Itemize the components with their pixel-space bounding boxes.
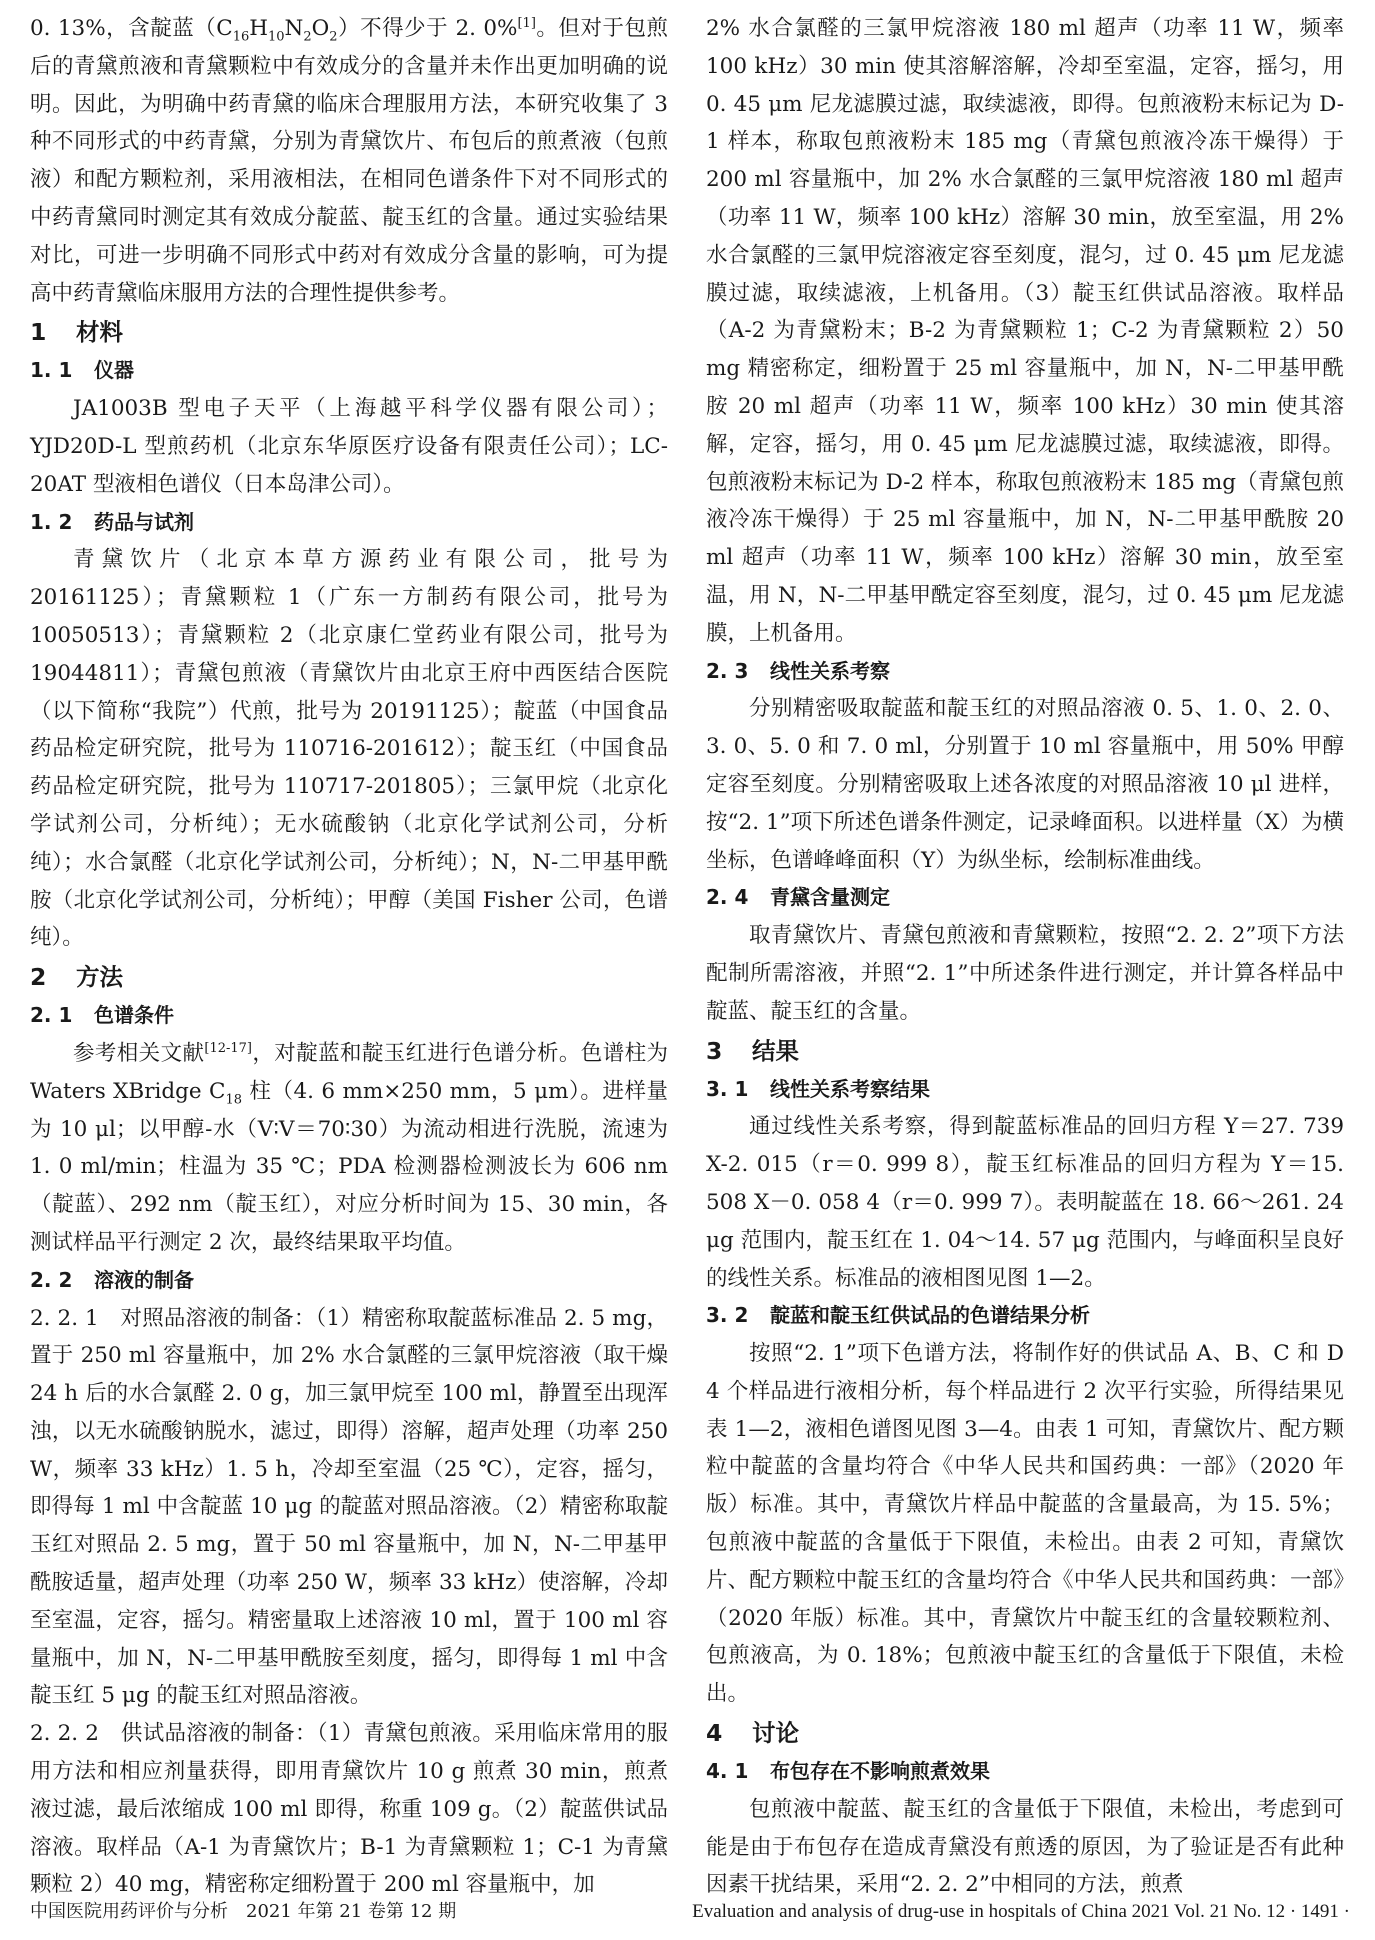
citation: [12-17] bbox=[204, 1040, 252, 1056]
subsection-heading-4-1: 4. 1 布包存在不影响煎煮效果 bbox=[706, 1759, 990, 1784]
section-heading-3: 3 结果 bbox=[706, 1036, 799, 1065]
test-solution-continued-paragraph: 2% 水合氯醛的三氯甲烷溶液 180 ml 超声（功率 11 W，频率 100 kHz）30 min 使其溶解溶解，冷却至室温，定容，摇匀，用 0. 45 μm 尼龙滤膜过滤，取续滤液，即得。包煎液粉末标记为 D-1 样本，称取包煎液粉末 185 mg（青黛包煎液冷冻干燥得）于 200 ml 容量瓶中，加 2% 水合氯醛的三氯甲烷溶液 180 ml 超声（功率 11 W，频率 100 kHz）溶解 30 min，放至室温，用 2% 水合氯醛的三氯甲烷溶液定容至刻度，混匀，过 0. 45 μm 尼龙滤膜过滤，取续滤液，上机备用。（3）靛玉红供试品溶液。取样品（A-2 为青黛粉末；B-2 为青黛颗粒 1；C-2 为青黛颗粒 2）50 mg 精密称定，细粉置于 25 ml 容量瓶中，加 N，N-二甲基甲酰胺 20 ml 超声（功率 11 W，频率 100 kHz）30 min 使其溶解，定容，摇匀，用 0. 45 μm 尼龙滤膜过滤，取续滤液，即得。包煎液粉末标记为 D-2 样本，称取包煎液粉末 185 mg（青黛包煎液冷冻干燥得）于 25 ml 容量瓶中，加 N，N-二甲基甲酰胺 20 ml 超声（功率 11 W，频率 100 kHz）溶解 30 min，放至室温，用 N，N-二甲基甲酰定容至刻度，混匀，过 0. 45 μm 尼龙滤膜，上机备用。 bbox=[706, 16, 1344, 646]
section-heading-4: 4 讨论 bbox=[706, 1719, 799, 1748]
subsection-heading-2-2: 2. 2 溶液的制备 bbox=[30, 1267, 194, 1292]
intro-paragraph: 0. 13%，含靛蓝$(C_{16}H_{10}N_2O_2)$不得少于 2. 0%[1]。但对于包煎后的青黛煎液和青黛颗粒中有效成分的含量并未作出更加明确的说明。因此，为明确中药青黛的临床合理服用方法，本研究收集了 3 种不同形式的中药青黛，分别为青黛饮片、布包后的煎煮液（包煎液）和配方颗粒剂，采用液相法，在相同色谱条件下对不同形式的中药青黛同时测定其有效成分靛蓝、靛玉红的含量。通过实验结果对比，可进一步明确不同形式中药对有效成分含量的影响，可为提高中药青黛临床服用方法的合理性提供参考。 bbox=[30, 15, 668, 306]
chromatography-result-paragraph: 按照“2. 1”项下色谱方法，将制作好的供试品 A、B、C 和 D 4 个样品进行液相分析，每个样品进行 2 次平行实验，所得结果见表 1—2，液相色谱图见图 3—4。由表 1 可知，青黛饮片、配方颗粒中靛蓝的含量均符合《中华人民共和国药典：一部》（2020 年版）标准。其中，青黛饮片样品中靛蓝的含量最高，为 15. 5%；包煎液中靛蓝的含量低于下限值，未检出。由表 2 可知，青黛饮片、配方颗粒中靛玉红的含量均符合《中华人民共和国药典：一部》（2020 年版）标准。其中，青黛饮片中靛玉红的含量较颗粒剂、包煎液高，为 0. 18%；包煎液中靛玉红的含量低于下限值，未检出。 bbox=[706, 1341, 1344, 1707]
subsection-heading-3-2: 3. 2 靛蓝和靛玉红供试品的色谱结果分析 bbox=[706, 1303, 1090, 1328]
reference-solution-paragraph: 2. 2. 1 对照品溶液的制备：（1）精密称取靛蓝标准品 2. 5 mg，置于 250 ml 容量瓶中，加 2% 水合氯醛的三氯甲烷溶液（取干燥 24 h 后的水合氯醛 2. 0 g，加三氯甲烷至 100 ml，静置至出现浑浊，以无水硫酸钠脱水，滤过，即得）溶解，超声处理（功率 250 W，频率 33 kHz）1. 5 h，冷却至室温（25 ℃），定容，摇匀，即得每 1 ml 中含靛蓝 10 μg 的靛蓝对照品溶液。（2）精密称取靛玉红对照品 2. 5 mg，置于 50 ml 容量瓶中，加 N，N-二甲基甲酰胺适量，超声处理（功率 250 W，频率 33 kHz）使溶解，冷却至室温，定容，摇匀。精密量取上述溶液 10 ml，置于 100 ml 容量瓶中，加 N，N-二甲基甲酰胺至刻度，摇匀，即得每 1 ml 中含靛玉红 5 μg 的靛玉红对照品溶液。 bbox=[30, 1305, 668, 1709]
subsection-heading-3-1: 3. 1 线性关系考察结果 bbox=[706, 1076, 930, 1101]
reagents-paragraph: 青黛饮片（北京本草方源药业有限公司，批号为 20161125）；青黛颗粒 1（广东一方制药有限公司，批号为 10050513）；青黛颗粒 2（北京康仁堂药业有限公司，批号为 19044811）；青黛包煎液（青黛饮片由北京王府中西医结合医院（以下简称“我院”）代煎，批号为 20191125）；靛蓝（中国食品药品检定研究院，批号为 110716-201612）；靛玉红（中国食品药品检定研究院，批号为 110717-201805）；三氯甲烷（北京化学试剂公司，分析纯）；无水硫酸钠（北京化学试剂公司，分析纯）；水合氯醛（北京化学试剂公司，分析纯）；N，N-二甲基甲酰胺（北京化学试剂公司，分析纯）；甲醇（美国 Fisher 公司，色谱纯）。 bbox=[30, 547, 668, 951]
journal-name-en-page-number: Evaluation and analysis of drug-use in hospitals of China 2021 Vol. 21 No. 12 · 1491 · bbox=[692, 1901, 1350, 1922]
right-column bbox=[706, 10, 1344, 1904]
test-solution-paragraph: 2. 2. 2 供试品溶液的制备：（1）青黛包煎液。采用临床常用的服用方法和相应剂量获得，即用青黛饮片 10 g 煎煮 30 min，煎煮液过滤，最后浓缩成 100 ml 即得，称重 109 g。（2）靛蓝供试品溶液。取样品（A-1 为青黛饮片；B-1 为青黛颗粒 1；C-1 为青黛颗粒 2）40 mg，精密称定细粉置于 200 ml 容量瓶中，加 bbox=[30, 1721, 668, 1898]
citation: [1] bbox=[517, 15, 536, 31]
subsection-heading-2-1: 2. 1 色谱条件 bbox=[30, 1003, 174, 1028]
subsection-heading-1-2: 1. 2 药品与试剂 bbox=[30, 509, 194, 534]
subsection-heading-2-4: 2. 4 青黛含量测定 bbox=[706, 885, 890, 910]
page-footer bbox=[30, 1898, 1350, 1926]
instruments-paragraph: JA1003B 型电子天平（上海越平科学仪器有限公司）；YJD20D-L 型煎药机（北京东华原医疗设备有限责任公司）；LC-20AT 型液相色谱仪（日本岛津公司）。 bbox=[30, 396, 668, 497]
linearity-result-paragraph: 通过线性关系考察，得到靛蓝标准品的回归方程 Y＝27. 739 X-2. 015（r＝0. 999 8），靛玉红标准品的回归方程为 Y＝15. 508 X－0. 058 4（r＝0. 999 7）。表明靛蓝在 18. 66～261. 24 μg 范围内，靛玉红在 1. 04～14. 57 μg 范围内，与峰面积呈良好的线性关系。标准品的液相图见图 1—2。 bbox=[706, 1114, 1344, 1291]
content-determination-paragraph: 取青黛饮片、青黛包煎液和青黛颗粒，按照“2. 2. 2”项下方法配制所需溶液，并照“2. 1”中所述条件进行测定，并计算各样品中靛蓝、靛玉红的含量。 bbox=[706, 923, 1344, 1024]
subsection-heading-2-3: 2. 3 线性关系考察 bbox=[706, 658, 890, 683]
discussion-paragraph: 包煎液中靛蓝、靛玉红的含量低于下限值，未检出，考虑到可能是由于布包存在造成青黛没有煎透的原因，为了验证是否有此种因素干扰结果，采用“2. 2. 2”中相同的方法，煎煮 bbox=[706, 1796, 1344, 1898]
chromatography-paragraph: 参考相关文献[12-17]，对靛蓝和靛玉红进行色谱分析。色谱柱为 Waters XBridge $C_{18}$ 柱（4. 6 mm×250 mm，5 μm）。进样量为 10 μl；以甲醇-水（V∶V＝70∶30）为流动相进行洗脱，流速为 1. 0 ml/min；柱温为 35 ℃；PDA 检测器检测波长为 606 nm（靛蓝）、292 nm（靛玉红），对应分析时间为 15、30 min，各测试样品平行测定 2 次，最终结果取平均值。 bbox=[30, 1040, 668, 1255]
subsection-heading-1-1: 1. 1 仪器 bbox=[30, 358, 134, 383]
section-heading-2: 2 方法 bbox=[30, 963, 123, 992]
left-column bbox=[30, 10, 668, 1904]
section-heading-1: 1 材料 bbox=[30, 318, 123, 347]
journal-name-cn: 中国医院用药评价与分析 2021 年第 21 卷第 12 期 bbox=[30, 1901, 457, 1922]
linearity-paragraph: 分别精密吸取靛蓝和靛玉红的对照品溶液 0. 5、1. 0、2. 0、3. 0、5. 0 和 7. 0 ml，分别置于 10 ml 容量瓶中，用 50% 甲醇定容至刻度。分别精密吸取上述各浓度的对照品溶液 10 μl 进样，按“2. 1”项下所述色谱条件测定，记录峰面积。以进样量（X）为横坐标，色谱峰峰面积（Y）为纵坐标，绘制标准曲线。 bbox=[706, 696, 1344, 873]
